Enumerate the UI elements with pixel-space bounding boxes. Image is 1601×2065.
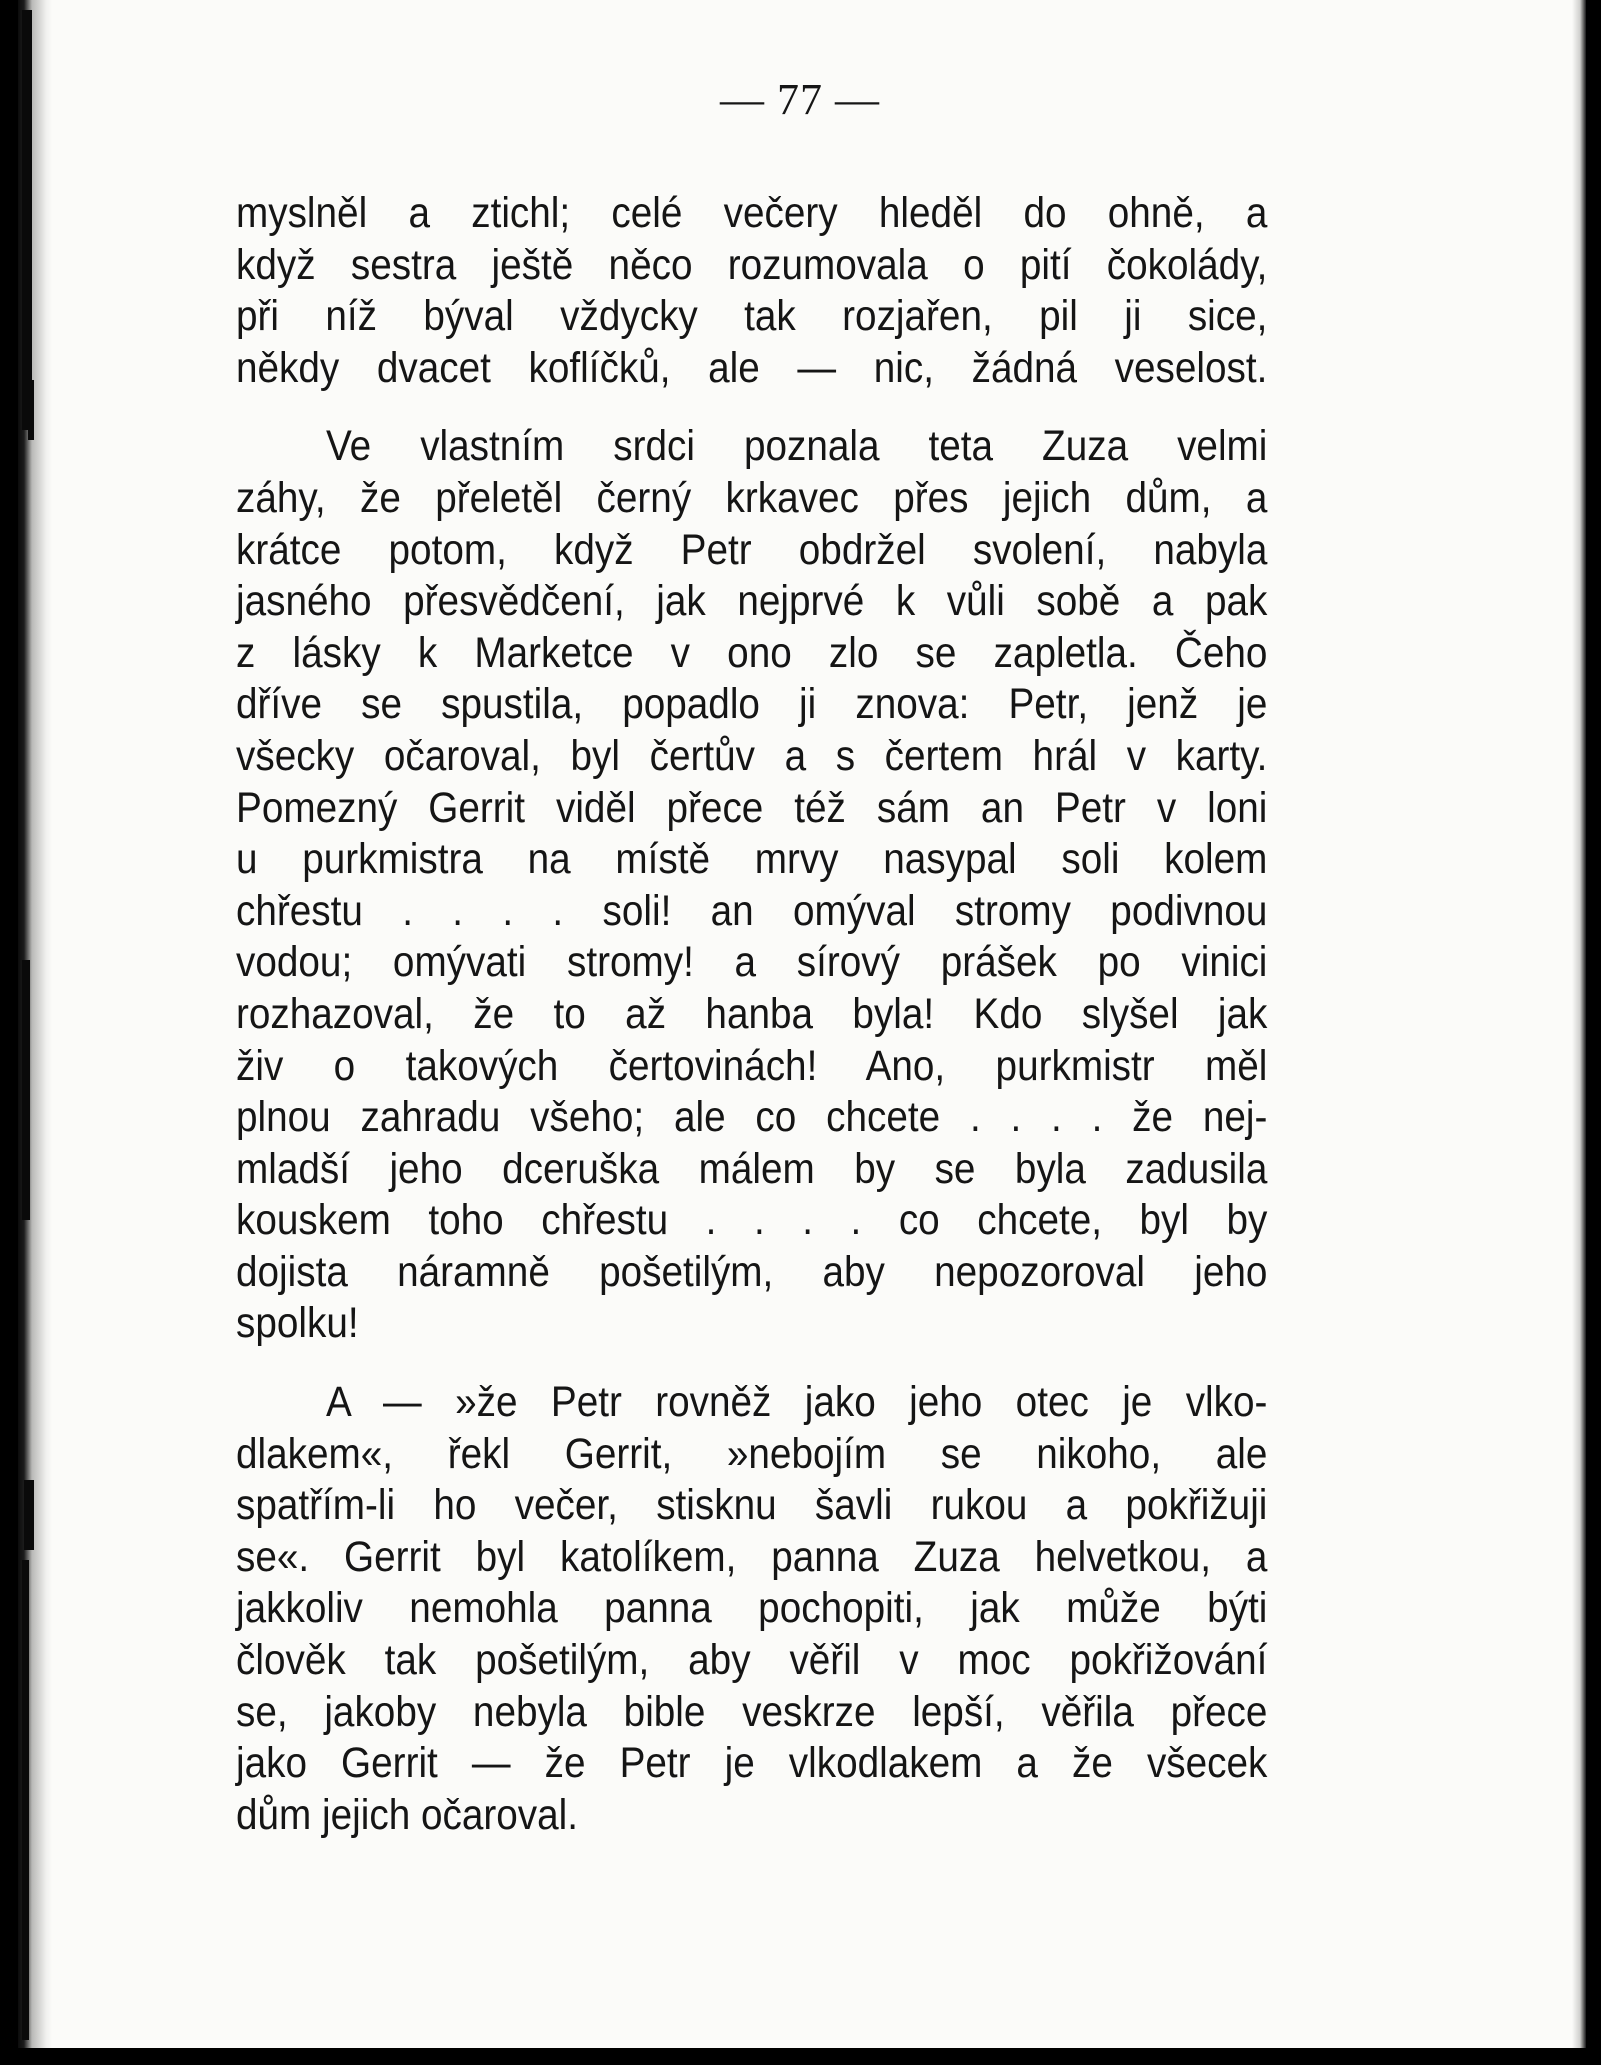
page-number: — 77 — <box>720 75 880 124</box>
binding-mark <box>22 960 30 1220</box>
text-line: člověk tak pošetilým, aby věřil v moc pokřižování <box>236 1636 1268 1685</box>
text-line: se, jakoby nebyla bible veskrze lepší, věřila přece <box>236 1687 1268 1736</box>
text-line: Pomezný Gerrit viděl přece též sám an Petr v loni <box>236 783 1268 832</box>
binding-mark <box>28 380 34 440</box>
binding-mark <box>24 1480 34 1550</box>
text-line: dříve se spustila, popadlo ji znova: Petr, jenž je <box>236 680 1268 729</box>
text-line: jako Gerrit — že Petr je vlkodlakem a že všecek <box>236 1739 1268 1788</box>
text-line: mladší jeho dceruška málem by se byla zadusila <box>236 1144 1268 1193</box>
text-line: jakkoliv nemohla panna pochopiti, jak může býti <box>236 1584 1268 1633</box>
binding-mark <box>22 10 32 430</box>
text-line: Ve vlastním srdci poznala teta Zuza velmi <box>326 422 1268 471</box>
text-line: při níž býval vždycky tak rozjařen, pil ji sice, <box>236 292 1268 341</box>
page-binding-shadow <box>18 0 52 2048</box>
text-line: záhy, že přeletěl černý krkavec přes jejich dům, a <box>236 473 1268 522</box>
text-line: A — »že Petr rovněž jako jeho otec je vlko- <box>326 1378 1268 1427</box>
text-line: vodou; omývati stromy! a sírový prášek po vinici <box>236 938 1268 987</box>
text-line: myslněl a ztichl; celé večery hleděl do ohně, a <box>236 189 1268 237</box>
text-line: u purkmistra na místě mrvy nasypal soli kolem <box>236 835 1268 884</box>
text-line: rozhazoval, že to až hanba byla! Kdo slyšel jak <box>236 989 1268 1038</box>
text-line: dojista náramně pošetilým, aby nepozoroval jeho <box>236 1247 1268 1296</box>
paragraph-3 <box>236 1377 1267 1841</box>
text-line: chřestu . . . . soli! an omýval stromy podivnou <box>236 886 1268 935</box>
text-line: všecky očaroval, byl čertův a s čertem hrál v karty. <box>236 731 1268 780</box>
body-text <box>236 188 1267 1841</box>
text-line: někdy dvacet koflíčků, ale — nic, žádná veselost. <box>236 343 1268 392</box>
text-line: dům jejich očaroval. <box>236 1790 579 1839</box>
text-line: spolku! <box>236 1299 359 1348</box>
text-line: se«. Gerrit byl katolíkem, panna Zuza helvetkou, a <box>236 1532 1268 1581</box>
text-line: když sestra ještě něco rozumovala o pití čokolády, <box>236 240 1268 289</box>
text-line: spatřím-li ho večer, stisknu šavli rukou a pokřižuji <box>236 1481 1268 1530</box>
binding-mark <box>22 1560 29 2040</box>
page-right-edge <box>1572 0 1586 2048</box>
text-line: z lásky k Marketce v ono zlo se zapletla. Čeho <box>236 628 1268 677</box>
text-line: krátce potom, když Petr obdržel svolení, nabyla <box>236 525 1268 574</box>
paragraph-1 <box>236 188 1267 394</box>
paragraph-2 <box>236 421 1267 1350</box>
text-line: dlakem«, řekl Gerrit, »nebojím se nikoho, ale <box>236 1429 1268 1478</box>
text-line: plnou zahradu všeho; ale co chcete . . . . že nej- <box>236 1093 1268 1142</box>
text-line: kouskem toho chřestu . . . . co chcete, byl by <box>236 1196 1268 1245</box>
text-line: živ o takových čertovinách! Ano, purkmistr měl <box>236 1041 1268 1090</box>
text-line: jasného přesvědčení, jak nejprvé k vůli sobě a pak <box>236 577 1268 626</box>
